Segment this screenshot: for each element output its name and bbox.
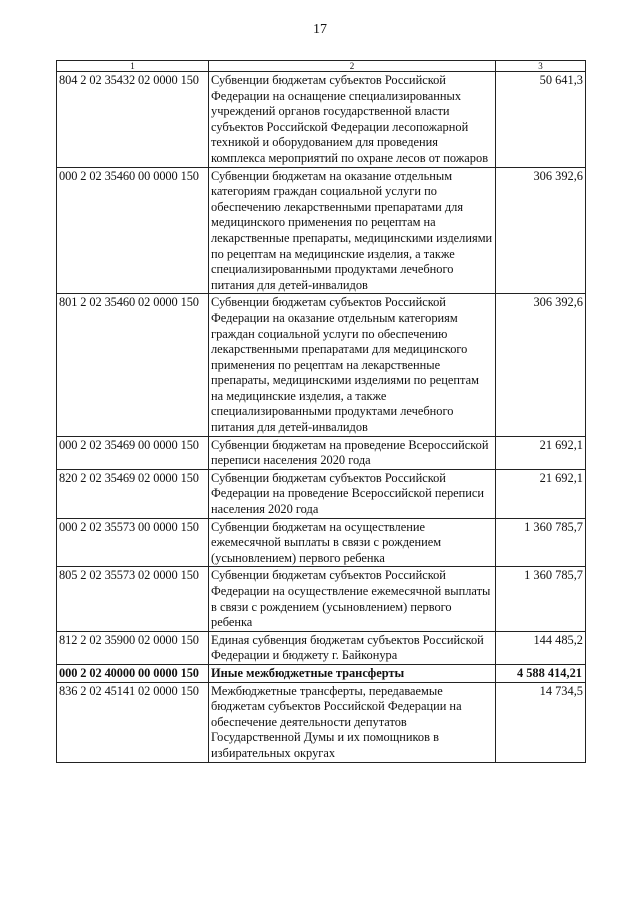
table-row	[57, 631, 586, 664]
amount-cell: 14 734,5	[496, 682, 586, 762]
table-row	[57, 469, 586, 518]
budget-code-cell: 000 2 02 35573 00 0000 150	[57, 518, 209, 567]
description-cell: Межбюджетные трансферты, передаваемые бюджетам субъектов Российской Федерации на обеспечение деятельности депутатов Государственной Думы и их помощников в избирательных округах	[209, 682, 496, 762]
budget-code-cell: 836 2 02 45141 02 0000 150	[57, 682, 209, 762]
table-row	[57, 567, 586, 631]
budget-code-cell: 804 2 02 35432 02 0000 150	[57, 72, 209, 168]
table-header-row	[57, 61, 586, 72]
column-header-code: 1	[57, 61, 209, 72]
budget-code-cell: 000 2 02 35469 00 0000 150	[57, 436, 209, 469]
amount-cell: 1 360 785,7	[496, 567, 586, 631]
budget-code-cell: 000 2 02 35460 00 0000 150	[57, 167, 209, 294]
amount-cell: 4 588 414,21	[496, 664, 586, 682]
amount-cell: 306 392,6	[496, 167, 586, 294]
description-cell: Субвенции бюджетам субъектов Российской Федерации на оказание отдельным категориям граждан социальной услуги по обеспечению лекарственными препаратами для медицинского применения по рецептам на лекарственные препараты, медицинскими изделиями по рецептам на медицинские изделия, а также специализированными продуктами лечебного питания для детей-инвалидов	[209, 294, 496, 436]
amount-cell: 1 360 785,7	[496, 518, 586, 567]
description-cell: Единая субвенция бюджетам субъектов Российской Федерации и бюджету г. Байконура	[209, 631, 496, 664]
description-cell: Субвенции бюджетам субъектов Российской Федерации на оснащение специализированных учреждений органов государственной власти субъектов Российской Федерации лесопожарной техникой и оборудованием для проведения комплекса мероприятий по охране лесов от пожаров	[209, 72, 496, 168]
description-cell: Субвенции бюджетам субъектов Российской Федерации на осуществление ежемесячной выплаты в связи с рождением (усыновлением) первого ребенка	[209, 567, 496, 631]
table-row	[57, 682, 586, 762]
amount-cell: 50 641,3	[496, 72, 586, 168]
amount-cell: 21 692,1	[496, 436, 586, 469]
description-cell: Иные межбюджетные трансферты	[209, 664, 496, 682]
budget-code-cell: 000 2 02 40000 00 0000 150	[57, 664, 209, 682]
description-cell: Субвенции бюджетам на осуществление ежемесячной выплаты в связи с рождением (усыновлением) первого ребенка	[209, 518, 496, 567]
column-header-amount: 3	[496, 61, 586, 72]
budget-code-cell: 820 2 02 35469 02 0000 150	[57, 469, 209, 518]
amount-cell: 21 692,1	[496, 469, 586, 518]
table-row	[57, 518, 586, 567]
budget-code-cell: 805 2 02 35573 02 0000 150	[57, 567, 209, 631]
amount-cell: 306 392,6	[496, 294, 586, 436]
budget-code-cell: 812 2 02 35900 02 0000 150	[57, 631, 209, 664]
budget-code-cell: 801 2 02 35460 02 0000 150	[57, 294, 209, 436]
table-row	[57, 167, 586, 294]
description-cell: Субвенции бюджетам субъектов Российской Федерации на проведение Всероссийской переписи населения 2020 года	[209, 469, 496, 518]
table-row	[57, 436, 586, 469]
amount-cell: 144 485,2	[496, 631, 586, 664]
table-row	[57, 664, 586, 682]
description-cell: Субвенции бюджетам на оказание отдельным категориям граждан социальной услуги по обеспечению лекарственными препаратами для медицинского применения по рецептам на лекарственные препараты, медицинскими изделиями по рецептам на медицинские изделия, а также специализированными продуктами лечебного питания для детей-инвалидов	[209, 167, 496, 294]
table-row	[57, 72, 586, 168]
column-header-description: 2	[209, 61, 496, 72]
page-number: 17	[313, 22, 327, 37]
table-row	[57, 294, 586, 436]
budget-table	[56, 60, 586, 763]
description-cell: Субвенции бюджетам на проведение Всероссийской переписи населения 2020 года	[209, 436, 496, 469]
